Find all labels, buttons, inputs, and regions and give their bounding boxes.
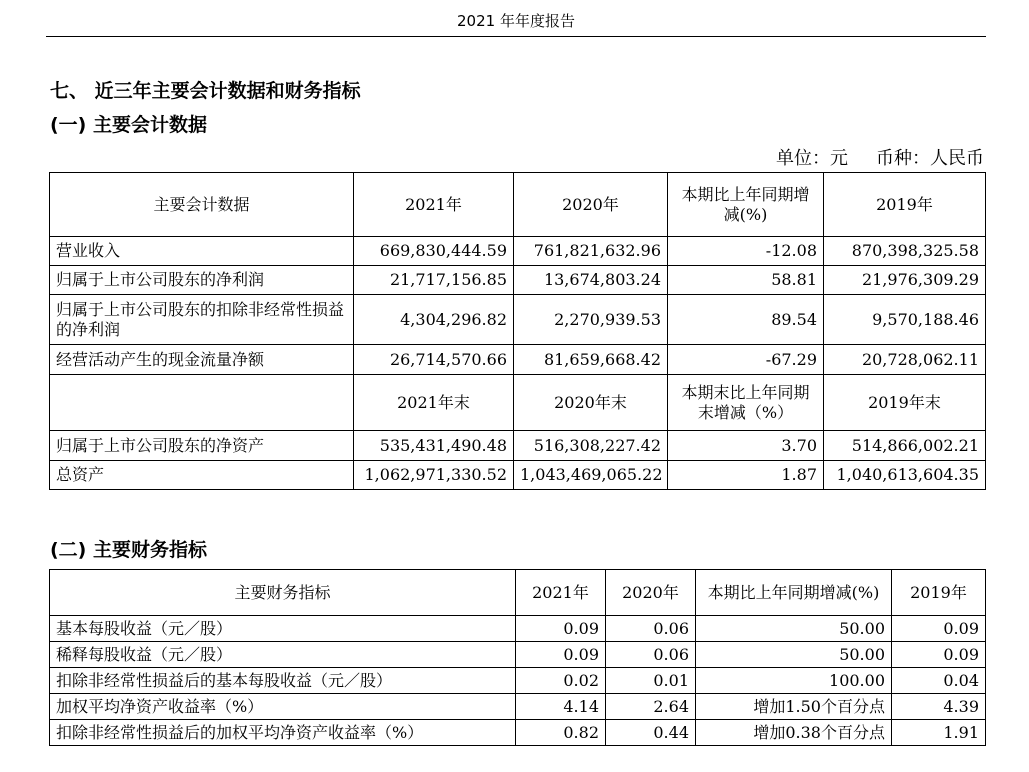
value-cell: 21,717,156.85: [354, 266, 514, 295]
table-row: [50, 642, 986, 668]
value-cell: 2,270,939.53: [514, 295, 668, 345]
table-header-row: [50, 570, 986, 616]
table-row: [50, 616, 986, 642]
value-cell: 0.44: [606, 720, 696, 746]
row-label: 总资产: [50, 461, 354, 490]
header-cell: 2021年: [354, 173, 514, 237]
value-cell: 0.02: [516, 668, 606, 694]
value-cell: 9,570,188.46: [824, 295, 986, 345]
table-header-row: [50, 173, 986, 237]
value-cell: 514,866,002.21: [824, 431, 986, 461]
value-cell: 535,431,490.48: [354, 431, 514, 461]
value-cell: 0.06: [606, 642, 696, 668]
value-cell: -12.08: [668, 237, 824, 266]
currency-label: 币种：人民币: [876, 148, 984, 169]
header-cell: 2021年末: [354, 375, 514, 431]
table-row: [50, 694, 986, 720]
header-cell: 主要会计数据: [50, 173, 354, 237]
value-cell: 0.01: [606, 668, 696, 694]
value-cell: 4.39: [892, 694, 986, 720]
value-cell: 0.09: [516, 642, 606, 668]
value-cell: 0.09: [516, 616, 606, 642]
value-cell: 1,043,469,065.22: [514, 461, 668, 490]
header-cell: 2020年: [606, 570, 696, 616]
value-cell: 761,821,632.96: [514, 237, 668, 266]
value-cell: 50.00: [696, 616, 892, 642]
subsection-title-financial: (二) 主要财务指标: [50, 539, 207, 561]
table-row: [50, 461, 986, 490]
row-label: 归属于上市公司股东的扣除非经常性损益的净利润: [50, 295, 354, 345]
row-label: 稀释每股收益（元／股）: [50, 642, 516, 668]
subsection-title-accounting: (一) 主要会计数据: [50, 114, 207, 136]
row-label: 基本每股收益（元／股）: [50, 616, 516, 642]
value-cell: 4,304,296.82: [354, 295, 514, 345]
value-cell: 20,728,062.11: [824, 345, 986, 375]
value-cell: 增加1.50个百分点: [696, 694, 892, 720]
value-cell: 0.06: [606, 616, 696, 642]
value-cell: 0.04: [892, 668, 986, 694]
value-cell: -67.29: [668, 345, 824, 375]
header-cell: 2019年: [824, 173, 986, 237]
header-cell: 主要财务指标: [50, 570, 516, 616]
table-row: [50, 266, 986, 295]
row-label: 扣除非经常性损益后的加权平均净资产收益率（%）: [50, 720, 516, 746]
value-cell: 100.00: [696, 668, 892, 694]
value-cell: 4.14: [516, 694, 606, 720]
financial-indicators-table: [49, 569, 986, 746]
row-label: 营业收入: [50, 237, 354, 266]
header-cell: 本期比上年同期增减(%): [668, 173, 824, 237]
table-row: [50, 237, 986, 266]
value-cell: 1.91: [892, 720, 986, 746]
value-cell: 26,714,570.66: [354, 345, 514, 375]
header-cell: 2020年: [514, 173, 668, 237]
value-cell: 增加0.38个百分点: [696, 720, 892, 746]
value-cell: 58.81: [668, 266, 824, 295]
table-row: [50, 431, 986, 461]
accounting-data-table: [49, 172, 986, 490]
header-rule: [46, 36, 986, 37]
table-row: [50, 345, 986, 375]
header-cell: 本期末比上年同期末增减（%）: [668, 375, 824, 431]
value-cell: 1,062,971,330.52: [354, 461, 514, 490]
value-cell: 89.54: [668, 295, 824, 345]
row-label: 经营活动产生的现金流量净额: [50, 345, 354, 375]
unit-label: 单位：元: [776, 148, 848, 169]
value-cell: 50.00: [696, 642, 892, 668]
value-cell: 1.87: [668, 461, 824, 490]
header-cell: 本期比上年同期增减(%): [696, 570, 892, 616]
table-row: [50, 295, 986, 345]
value-cell: 1,040,613,604.35: [824, 461, 986, 490]
value-cell: 13,674,803.24: [514, 266, 668, 295]
value-cell: 21,976,309.29: [824, 266, 986, 295]
value-cell: 81,659,668.42: [514, 345, 668, 375]
row-label: 归属于上市公司股东的净利润: [50, 266, 354, 295]
header-cell: 2021年: [516, 570, 606, 616]
row-label: 加权平均净资产收益率（%）: [50, 694, 516, 720]
table-row: [50, 668, 986, 694]
value-cell: 0.82: [516, 720, 606, 746]
value-cell: 3.70: [668, 431, 824, 461]
value-cell: 0.09: [892, 616, 986, 642]
row-label: 归属于上市公司股东的净资产: [50, 431, 354, 461]
value-cell: 0.09: [892, 642, 986, 668]
table-row: [50, 720, 986, 746]
value-cell: 870,398,325.58: [824, 237, 986, 266]
section-title: 七、 近三年主要会计数据和财务指标: [50, 80, 361, 102]
value-cell: 2.64: [606, 694, 696, 720]
header-cell: 2019年末: [824, 375, 986, 431]
value-cell: 669,830,444.59: [354, 237, 514, 266]
running-header: 2021 年年度报告: [457, 12, 575, 30]
table-subheader-row: [50, 375, 986, 431]
row-label: 扣除非经常性损益后的基本每股收益（元／股）: [50, 668, 516, 694]
unit-line: [776, 144, 984, 170]
header-cell: 2019年: [892, 570, 986, 616]
value-cell: 516,308,227.42: [514, 431, 668, 461]
header-cell: [50, 375, 354, 431]
header-cell: 2020年末: [514, 375, 668, 431]
